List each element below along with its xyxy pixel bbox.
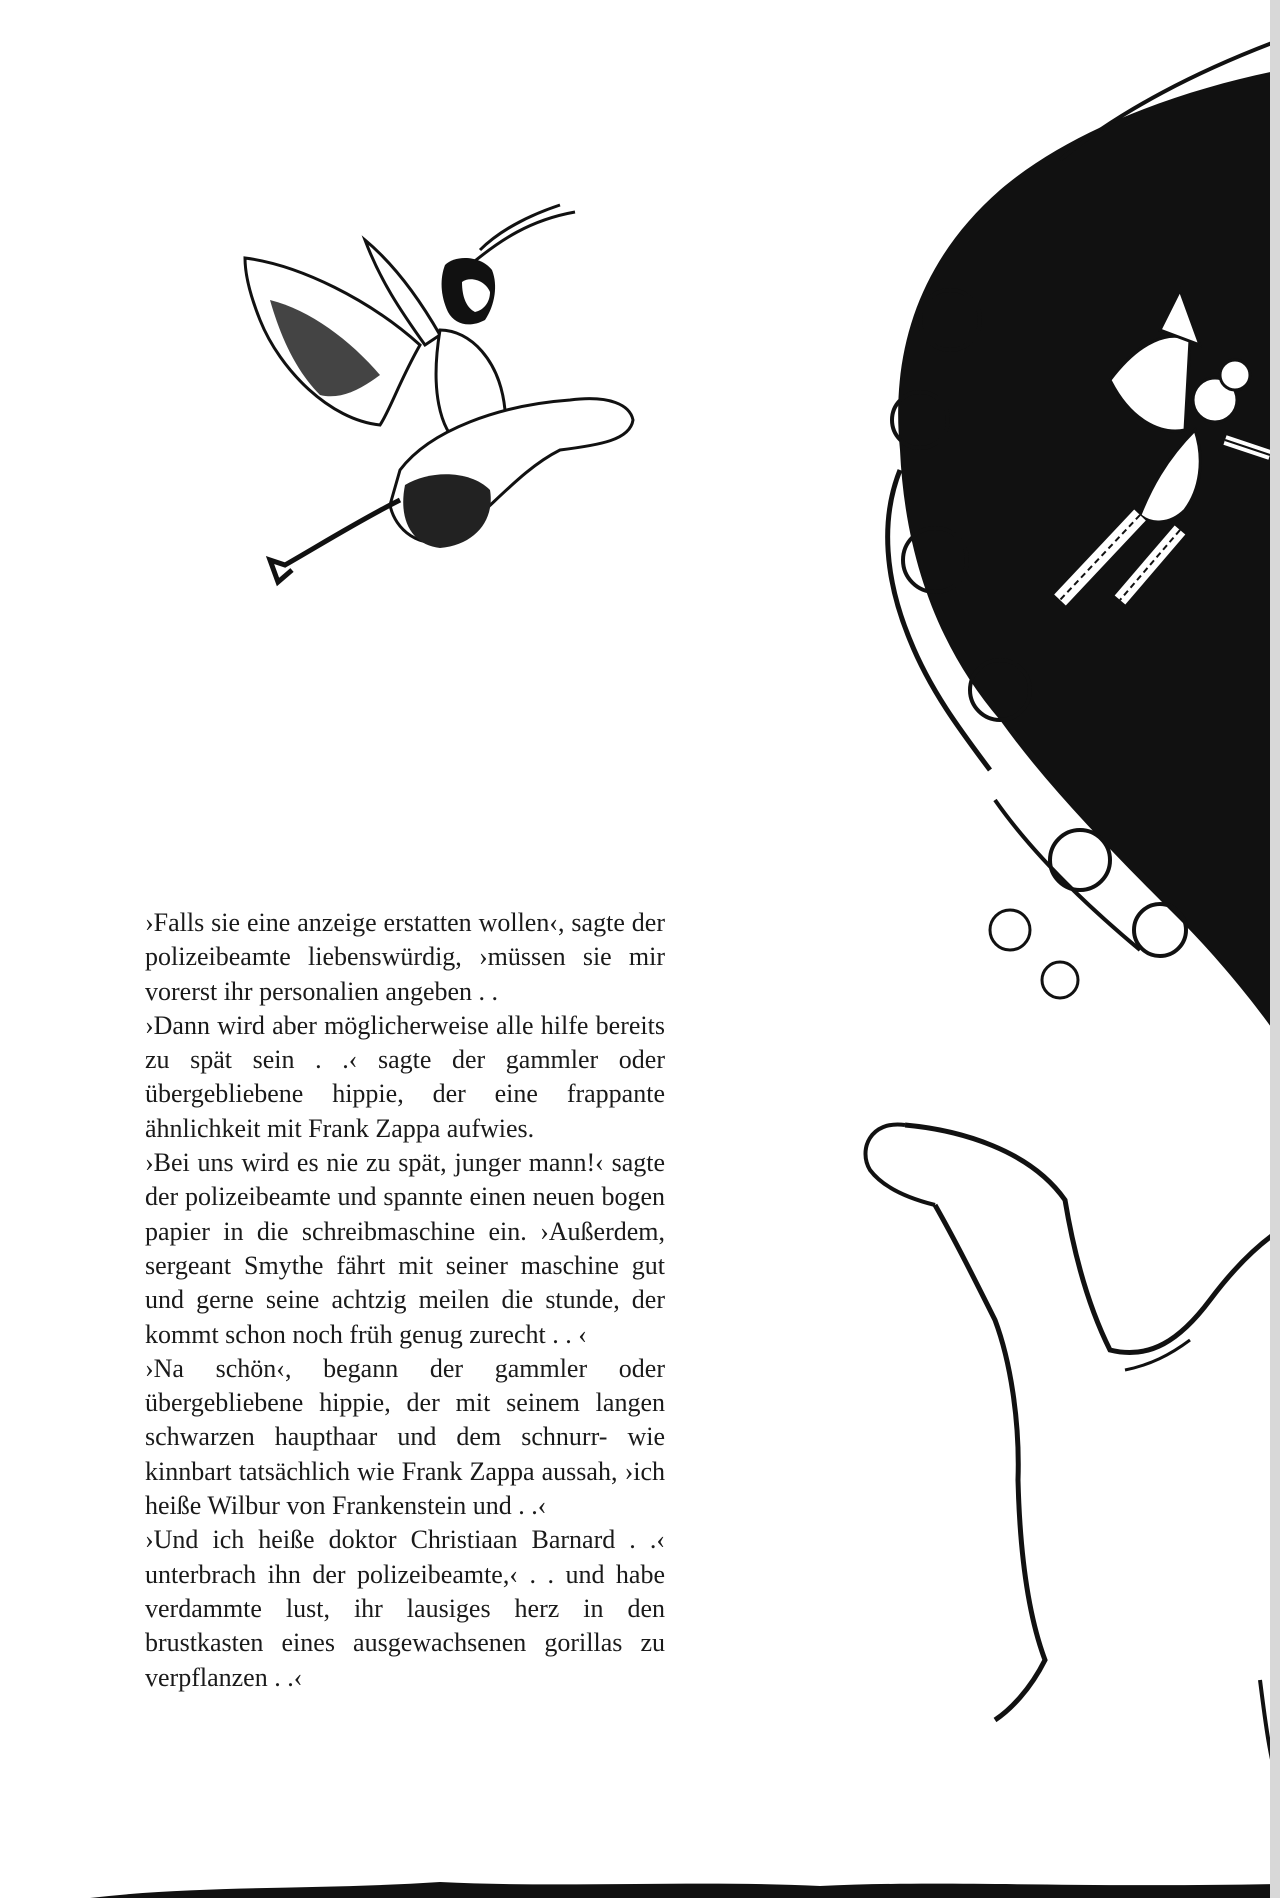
paragraph: ›Dann wird aber möglicherweise alle hilfe bereits zu spät sein . .‹ sagte der gammler oder übergebliebene hippie, der eine frappante ähnlichkeit mit Frank Zappa aufwies.: [145, 1010, 665, 1143]
fairy-man-icon: [245, 205, 633, 582]
paragraph: ›Bei uns wird es nie zu spät, junger mann!‹ sagte der polizeibeamte und spannte einen neuen bogen papier in die schreibmaschine ein. ›Außerdem, sergeant Smythe fährt mit seiner maschine gut und gerne seine achtzig meilen die stunde, der kommt schon noch früh genug zurecht . . ‹: [145, 1148, 665, 1349]
bottom-ink-strip: [90, 1882, 1280, 1898]
pointing-finger-icon: [865, 1124, 1280, 1790]
paragraph: ›Falls sie eine anzeige erstatten wollen‹, sagte der polizeibeamte liebenswürdig, ›müssen sie mir vorerst ihr personalien angeben . .: [145, 908, 665, 1006]
page-edge-shadow: [1270, 0, 1280, 1898]
paragraph: ›Na schön‹, begann der gammler oder übergebliebene hippie, der mit seinem langen schwarzen haupthaar und dem schnurr- wie kinnbart tatsächlich wie Frank Zappa aussah, ›ich heiße Wilbur von Frankenstein und . .‹: [145, 1353, 665, 1521]
paragraph: ›Und ich heiße doktor Christiaan Barnard . .‹ unterbrach ihn der polizeibeamte,‹ . . und habe verdammte lust, ihr lausiges herz in den brustkasten eines ausgewachsenen gorillas zu verpflanzen . .‹: [145, 1525, 665, 1692]
curly-hair-icon: [888, 40, 1280, 1040]
story-text: [145, 906, 665, 1695]
